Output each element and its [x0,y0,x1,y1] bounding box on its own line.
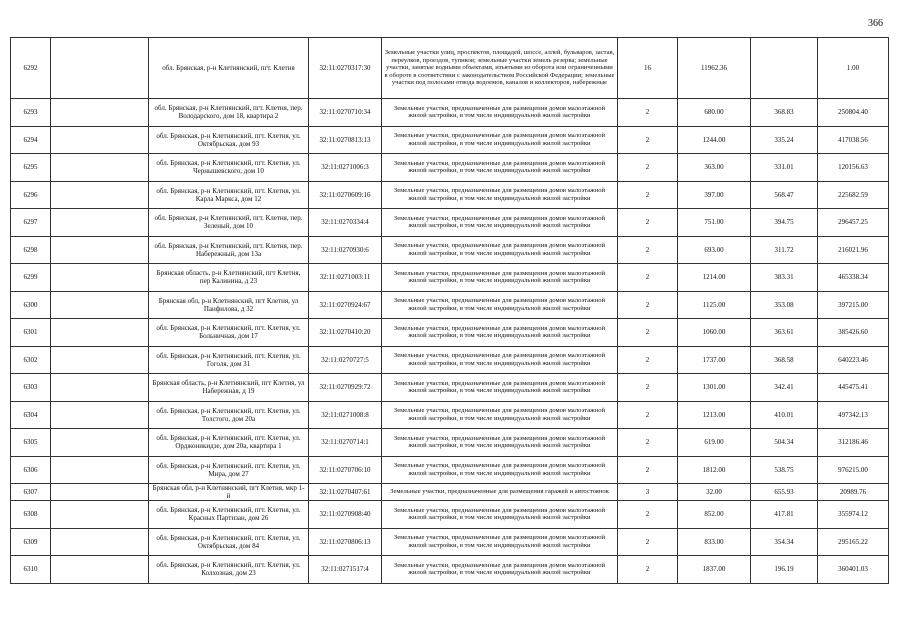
empty-cell [51,429,149,457]
address-cell: обл. Брянская, р-н Клетнянский, пгт. Клетня, ул. Колхозная, дом 23 [149,556,309,584]
cadastral-number-cell: 32:11:0270410:20 [309,319,382,347]
row-number-cell: 6292 [11,38,51,99]
table-row [11,401,889,429]
empty-cell [51,181,149,209]
land-use-cell: Земельные участки улиц, проспектов, площадей, шоссе, аллей, бульваров, застав, переулков, проездов, тупиков; земельные участки земель резерва; земельные участки, занятые водными объектами, изъятыми из оборота или ограниченными в обороте в соответствии с законодательством Российской Федерации; земельные участки под полосами отвода водоемов, каналов и коллекторов, набережные [382,38,618,99]
area-cell: 680.00 [678,99,751,127]
row-number-cell: 6294 [11,126,51,154]
area-cell: 1213.00 [678,401,751,429]
area-cell: 397.00 [678,181,751,209]
group-code-cell: 2 [618,209,678,237]
address-cell: обл. Брянская, р-н Клетнянский, пгт. Клетня, пер. Набережный, дом 13а [149,236,309,264]
empty-cell [51,556,149,584]
table-row [11,556,889,584]
land-use-cell: Земельные участки, предназначенные для размещения домов малоэтажной жилой застройки, в том числе индивидуальной жилой застройки [382,154,618,182]
specific-value-cell: 383.31 [751,264,818,292]
land-use-cell: Земельные участки, предназначенные для размещения домов малоэтажной жилой застройки, в том числе индивидуальной жилой застройки [382,401,618,429]
empty-cell [51,38,149,99]
specific-value-cell: 538.75 [751,456,818,484]
cadastral-number-cell: 32:11:0270609:16 [309,181,382,209]
address-cell: обл. Брянская, р-н Клетнянский, пгт. Клетня, ул. Орджоникидзе, дом 20а, квартира 1 [149,429,309,457]
cadastral-number-cell: 32:11:0270710:34 [309,99,382,127]
specific-value-cell: 394.75 [751,209,818,237]
table-row [11,154,889,182]
group-code-cell: 2 [618,374,678,402]
specific-value-cell: 353.08 [751,291,818,319]
address-cell: обл. Брянская, р-н Клетнянский, пгт. Клетня, пер. Володарского, дом 18, квартира 2 [149,99,309,127]
land-use-cell: Земельные участки, предназначенные для размещения домов малоэтажной жилой застройки, в том числе индивидуальной жилой застройки [382,291,618,319]
group-code-cell: 2 [618,346,678,374]
cadastral-value-cell: 360401.03 [818,556,889,584]
land-use-cell: Земельные участки, предназначенные для размещения домов малоэтажной жилой застройки, в том числе индивидуальной жилой застройки [382,126,618,154]
address-cell: обл. Брянская, р-н Клетнянский, пгт. Клетня, ул. Гоголя, дом 31 [149,346,309,374]
group-code-cell: 2 [618,456,678,484]
empty-cell [51,346,149,374]
address-cell: Брянская обл, р-н Клетнянский, пгт Клетня, ул Панфилова, д 32 [149,291,309,319]
area-cell: 363.00 [678,154,751,182]
cadastral-value-cell: 296457.25 [818,209,889,237]
specific-value-cell: 655.93 [751,484,818,501]
row-number-cell: 6298 [11,236,51,264]
table-row [11,484,889,501]
table-row [11,456,889,484]
area-cell: 32.00 [678,484,751,501]
cadastral-number-cell: 32:11:0270929:72 [309,374,382,402]
cadastral-number-cell: 32:11:0270930:6 [309,236,382,264]
specific-value-cell: 331.01 [751,154,818,182]
group-code-cell: 2 [618,181,678,209]
address-cell: Брянская обл, р-н Клетнянский, пгт Клетня, мкр 1-й [149,484,309,501]
land-use-cell: Земельные участки, предназначенные для размещения домов малоэтажной жилой застройки, в том числе индивидуальной жилой застройки [382,429,618,457]
cadastral-number-cell: 32:11:0270714:1 [309,429,382,457]
group-code-cell: 2 [618,99,678,127]
group-code-cell: 2 [618,154,678,182]
table-row [11,99,889,127]
group-code-cell: 2 [618,429,678,457]
specific-value-cell: 342.41 [751,374,818,402]
address-cell: обл. Брянская, р-н Клетнянский, пгт. Клетня [149,38,309,99]
specific-value-cell: 568.47 [751,181,818,209]
cadastral-number-cell: 32:11:0270813:13 [309,126,382,154]
cadastral-number-cell: 32:11:0271008:8 [309,401,382,429]
address-cell: обл. Брянская, р-н Клетнянский, пгт. Клетня, ул. Октябрьская, дом 84 [149,528,309,556]
empty-cell [51,126,149,154]
group-code-cell: 2 [618,528,678,556]
cadastral-value-cell: 312186.46 [818,429,889,457]
specific-value-cell: 196.19 [751,556,818,584]
table-row [11,126,889,154]
area-cell: 11962.36 [678,38,751,99]
address-cell: обл. Брянская, р-н Клетнянский, пгт. Клетня, ул. Мира, дом 27 [149,456,309,484]
specific-value-cell: 363.61 [751,319,818,347]
land-use-cell: Земельные участки, предназначенные для размещения домов малоэтажной жилой застройки, в том числе индивидуальной жилой застройки [382,319,618,347]
table-row [11,528,889,556]
area-cell: 619.00 [678,429,751,457]
specific-value-cell: 354.34 [751,528,818,556]
row-number-cell: 6299 [11,264,51,292]
address-cell: обл. Брянская, р-н Клетнянский, пгт. Клетня, пер. Зеленый, дом 10 [149,209,309,237]
row-number-cell: 6303 [11,374,51,402]
row-number-cell: 6296 [11,181,51,209]
table-row [11,236,889,264]
area-cell: 1125.00 [678,291,751,319]
table-row [11,291,889,319]
address-cell: обл. Брянская, р-н Клетнянский, пгт. Клетня, ул. Октябрьская, дом 93 [149,126,309,154]
cadastral-number-cell: 32:11:0271006:3 [309,154,382,182]
land-use-cell: Земельные участки, предназначенные для размещения гаражей и автостоянок [382,484,618,501]
address-cell: Брянская область, р-н Клетнянский, пгт Клетня, ул Набережная, д 19 [149,374,309,402]
table-row [11,264,889,292]
cadastral-value-cell: 417038.56 [818,126,889,154]
cadastral-number-cell: 32:11:0270407:61 [309,484,382,501]
empty-cell [51,374,149,402]
cadastral-number-cell: 32:11:0270908:40 [309,501,382,529]
table-row [11,209,889,237]
cadastral-value-cell: 385426.60 [818,319,889,347]
area-cell: 1244.00 [678,126,751,154]
cadastral-number-cell: 32:11:0270806:13 [309,528,382,556]
land-use-cell: Земельные участки, предназначенные для размещения домов малоэтажной жилой застройки, в том числе индивидуальной жилой застройки [382,501,618,529]
area-cell: 852.00 [678,501,751,529]
land-use-cell: Земельные участки, предназначенные для размещения домов малоэтажной жилой застройки, в том числе индивидуальной жилой застройки [382,346,618,374]
cadastral-number-cell: 32:11:0271517:4 [309,556,382,584]
land-use-cell: Земельные участки, предназначенные для размещения домов малоэтажной жилой застройки, в том числе индивидуальной жилой застройки [382,374,618,402]
cadastral-number-cell: 32:11:0270924:67 [309,291,382,319]
empty-cell [51,264,149,292]
area-cell: 1214.00 [678,264,751,292]
cadastral-number-cell: 32:11:0270727:5 [309,346,382,374]
group-code-cell: 2 [618,291,678,319]
area-cell: 833.00 [678,528,751,556]
land-use-cell: Земельные участки, предназначенные для размещения домов малоэтажной жилой застройки, в том числе индивидуальной жилой застройки [382,236,618,264]
empty-cell [51,236,149,264]
group-code-cell: 2 [618,501,678,529]
land-use-cell: Земельные участки, предназначенные для размещения домов малоэтажной жилой застройки, в том числе индивидуальной жилой застройки [382,456,618,484]
empty-cell [51,99,149,127]
cadastral-value-cell: 295165.22 [818,528,889,556]
specific-value-cell: 311.72 [751,236,818,264]
table-row [11,38,889,99]
land-use-cell: Земельные участки, предназначенные для размещения домов малоэтажной жилой застройки, в том числе индивидуальной жилой застройки [382,264,618,292]
cadastral-number-cell: 32:11:0271003:11 [309,264,382,292]
cadastral-value-cell: 216021.96 [818,236,889,264]
specific-value-cell: 368.83 [751,99,818,127]
land-use-cell: Земельные участки, предназначенные для размещения домов малоэтажной жилой застройки, в том числе индивидуальной жилой застройки [382,99,618,127]
table-row [11,501,889,529]
address-cell: обл. Брянская, р-н Клетнянский, пгт. Клетня, ул. Красных Партизан, дом 26 [149,501,309,529]
table-row [11,346,889,374]
cadastral-value-cell: 640223.46 [818,346,889,374]
area-cell: 751.00 [678,209,751,237]
address-cell: обл. Брянская, р-н Клетнянский, пгт. Клетня, ул. Карла Маркса, дом 12 [149,181,309,209]
page-number: 366 [868,18,883,29]
table-row [11,374,889,402]
table-row [11,319,889,347]
specific-value-cell: 417.81 [751,501,818,529]
address-cell: обл. Брянская, р-н Клетнянский, пгт. Клетня, ул. Больничная, дом 17 [149,319,309,347]
group-code-cell: 2 [618,126,678,154]
row-number-cell: 6308 [11,501,51,529]
specific-value-cell: 410.01 [751,401,818,429]
specific-value-cell [751,38,818,99]
cadastral-value-cell: 250804.40 [818,99,889,127]
group-code-cell: 2 [618,556,678,584]
cadastral-number-cell: 32:11:0270334:4 [309,209,382,237]
address-cell: обл. Брянская, р-н Клетнянский, пгт. Клетня, ул. Чернышевского, дом 10 [149,154,309,182]
row-number-cell: 6310 [11,556,51,584]
land-use-cell: Земельные участки, предназначенные для размещения домов малоэтажной жилой застройки, в том числе индивидуальной жилой застройки [382,181,618,209]
row-number-cell: 6295 [11,154,51,182]
specific-value-cell: 368.58 [751,346,818,374]
row-number-cell: 6309 [11,528,51,556]
cadastral-value-cell: 120156.63 [818,154,889,182]
group-code-cell: 16 [618,38,678,99]
empty-cell [51,501,149,529]
cadastral-value-cell: 497342.13 [818,401,889,429]
cadastral-value-table [10,37,889,584]
specific-value-cell: 504.34 [751,429,818,457]
row-number-cell: 6297 [11,209,51,237]
cadastral-value-cell: 976215.00 [818,456,889,484]
group-code-cell: 2 [618,264,678,292]
land-use-cell: Земельные участки, предназначенные для размещения домов малоэтажной жилой застройки, в том числе индивидуальной жилой застройки [382,528,618,556]
empty-cell [51,401,149,429]
land-use-cell: Земельные участки, предназначенные для размещения домов малоэтажной жилой застройки, в том числе индивидуальной жилой застройки [382,556,618,584]
row-number-cell: 6301 [11,319,51,347]
cadastral-number-cell: 32:11:0270317:30 [309,38,382,99]
row-number-cell: 6300 [11,291,51,319]
group-code-cell: 2 [618,319,678,347]
cadastral-value-cell: 445475.41 [818,374,889,402]
cadastral-value-cell: 465338.34 [818,264,889,292]
address-cell: Брянская область, р-н Клетнянский, пгт Клетня, пер Калинина, д 23 [149,264,309,292]
row-number-cell: 6306 [11,456,51,484]
group-code-cell: 2 [618,401,678,429]
area-cell: 1837.00 [678,556,751,584]
cadastral-value-cell: 397215.00 [818,291,889,319]
empty-cell [51,291,149,319]
area-cell: 693.00 [678,236,751,264]
address-cell: обл. Брянская, р-н Клетнянский, пгт. Клетня, ул. Толстого, дом 20а [149,401,309,429]
area-cell: 1060.00 [678,319,751,347]
cadastral-value-cell: 1.00 [818,38,889,99]
empty-cell [51,456,149,484]
row-number-cell: 6302 [11,346,51,374]
area-cell: 1301.00 [678,374,751,402]
cadastral-value-cell: 225682.59 [818,181,889,209]
specific-value-cell: 335.24 [751,126,818,154]
empty-cell [51,528,149,556]
row-number-cell: 6293 [11,99,51,127]
row-number-cell: 6305 [11,429,51,457]
table-row [11,429,889,457]
group-code-cell: 2 [618,236,678,264]
cadastral-value-cell: 20989.76 [818,484,889,501]
cadastral-value-cell: 355974.12 [818,501,889,529]
empty-cell [51,154,149,182]
row-number-cell: 6307 [11,484,51,501]
land-use-cell: Земельные участки, предназначенные для размещения домов малоэтажной жилой застройки, в том числе индивидуальной жилой застройки [382,209,618,237]
empty-cell [51,209,149,237]
table-row [11,181,889,209]
table-body [11,38,889,584]
row-number-cell: 6304 [11,401,51,429]
area-cell: 1812.00 [678,456,751,484]
empty-cell [51,319,149,347]
group-code-cell: 3 [618,484,678,501]
area-cell: 1737.00 [678,346,751,374]
cadastral-number-cell: 32:11:0270706:10 [309,456,382,484]
empty-cell [51,484,149,501]
